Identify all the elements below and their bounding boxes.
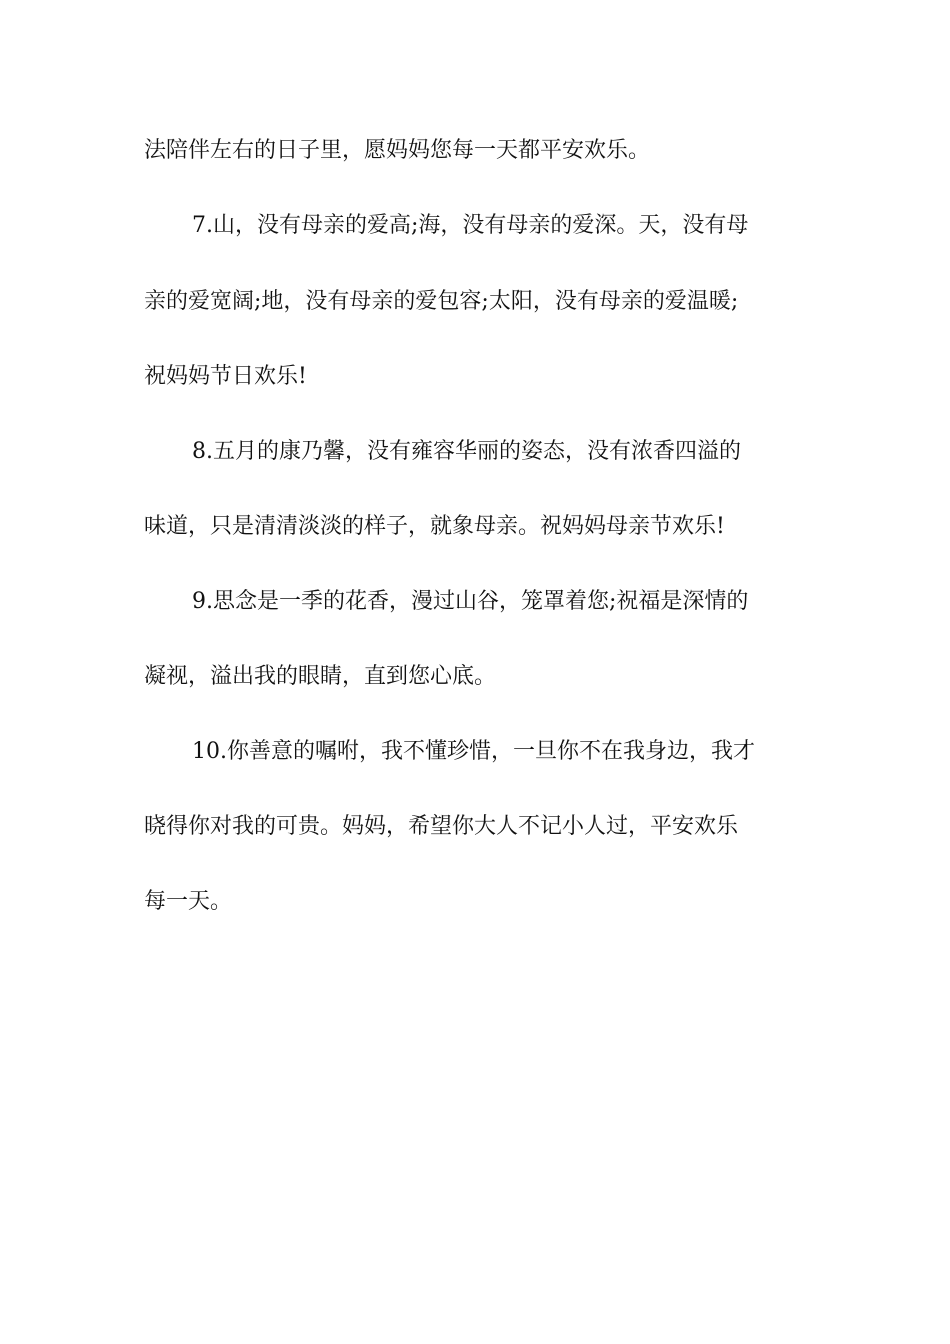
wish-9-line-2: 凝视，溢出我的眼睛，直到您心底。	[144, 664, 497, 689]
wish-7-line-1: 7.山，没有母亲的爱高;海，没有母亲的爱深。天，没有母	[192, 213, 749, 238]
wish-10-line-1: 10.你善意的嘱咐，我不懂珍惜，一旦你不在我身边，我才	[192, 739, 755, 764]
wish-9-line-1: 9.思念是一季的花香，漫过山谷，笼罩着您;祝福是深情的	[192, 589, 749, 614]
text-line-1: 法陪伴左右的日子里，愿妈妈您每一天都平安欢乐。	[144, 138, 651, 163]
wish-8-line-2: 味道，只是清清淡淡的样子，就象母亲。祝妈妈母亲节欢乐!	[144, 514, 725, 539]
wish-8-line-1: 8.五月的康乃馨，没有雍容华丽的姿态，没有浓香四溢的	[192, 439, 741, 464]
wish-7-line-2: 亲的爱宽阔;地，没有母亲的爱包容;太阳，没有母亲的爱温暖;	[144, 289, 739, 314]
wish-7-line-3: 祝妈妈节日欢乐!	[144, 364, 307, 389]
wish-10-line-2: 晓得你对我的可贵。妈妈，希望你大人不记小人过，平安欢乐	[144, 814, 739, 839]
wish-10-line-3: 每一天。	[144, 889, 233, 914]
